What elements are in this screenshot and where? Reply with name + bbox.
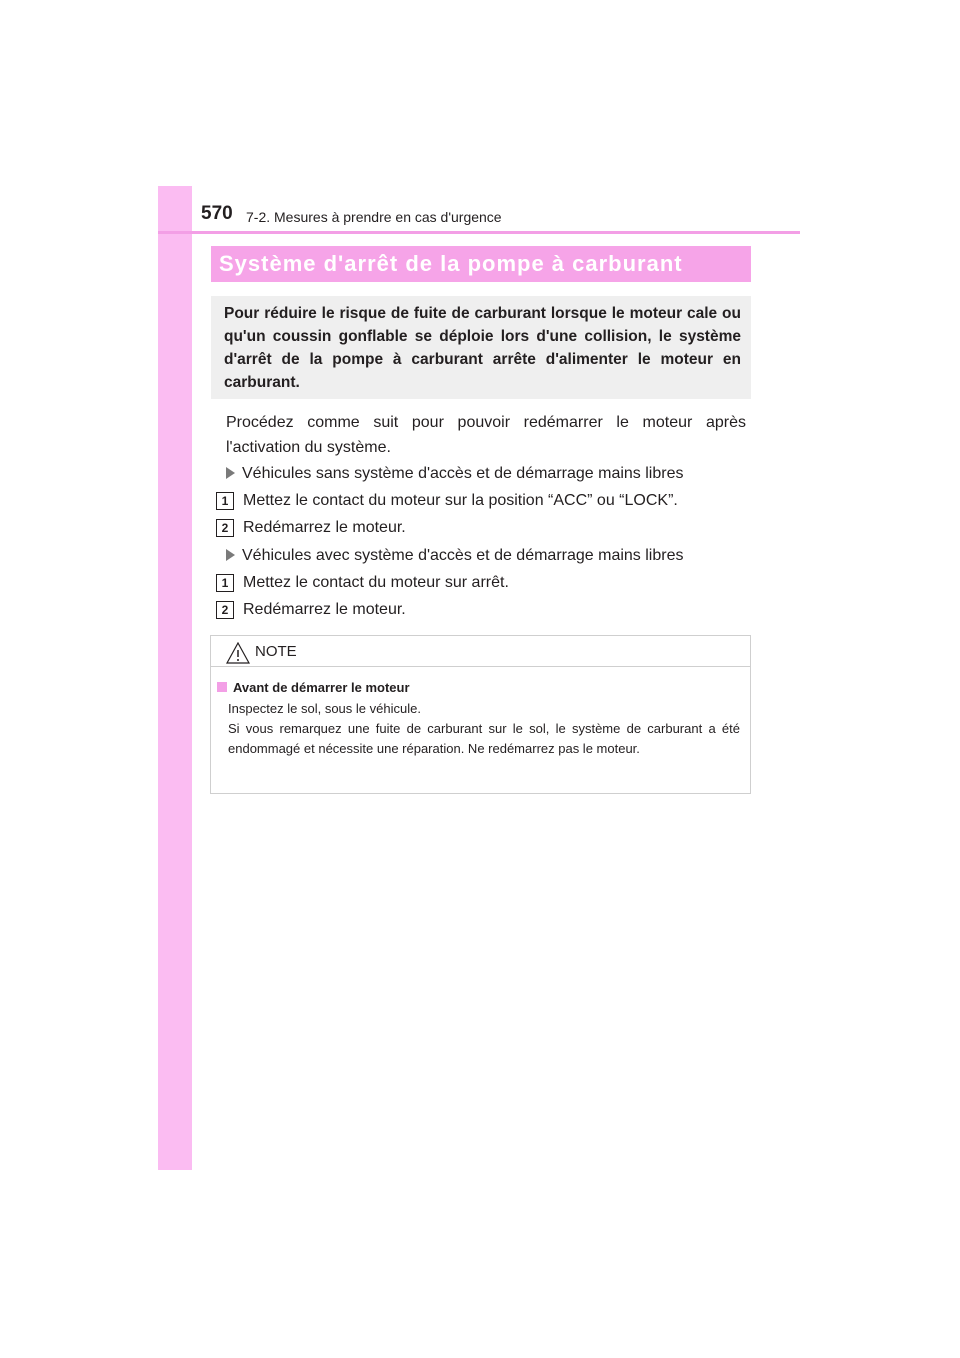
step-text: Redémarrez le moteur. [243,601,406,618]
step-text: Mettez le contact du moteur sur arrêt. [243,574,509,591]
note-label: NOTE [255,643,297,660]
square-bullet-icon [217,682,227,692]
header-divider [158,231,800,234]
condition-label: Véhicules avec système d'accès et de démarrage mains libres [242,547,684,564]
step-number-badge: 2 [216,601,234,619]
step-number-badge: 1 [216,574,234,592]
side-tab-bar [158,186,192,1170]
step-text: Redémarrez le moteur. [243,519,406,536]
note-box [210,635,751,794]
triangle-bullet-icon [226,549,235,561]
section-title: Système d'arrêt de la pompe à carburant [211,246,751,282]
intro-text: Pour réduire le risque de fuite de carburant lorsque le moteur cale ou qu'un coussin gonflable se déploie lors d'une collision, le système d'arrêt de la pompe à carburant arrête d'alimenter le moteur en carburant. [224,305,741,391]
note-subtitle: Avant de démarrer le moteur [217,680,410,695]
triangle-bullet-icon [226,467,235,479]
note-header [211,636,750,667]
condition-with-smart-key [226,546,683,566]
note-line: Inspectez le sol, sous le véhicule. [228,701,421,716]
note-body [228,699,740,759]
condition-without-smart-key [226,464,683,484]
chapter-header: 7-2. Mesures à prendre en cas d'urgence [246,209,502,225]
step-number-badge: 1 [216,492,234,510]
page-number: 570 [201,203,233,224]
instruction-paragraph: Procédez comme suit pour pouvoir redémarrer le moteur après l'activation du système. [226,414,746,456]
step-number-badge: 2 [216,519,234,537]
note-line: Si vous remarquez une fuite de carburant sur le sol, le système de carburant a été endommagé et nécessite une réparation. Ne redémarrez pas le moteur. [228,721,740,756]
step-text: Mettez le contact du moteur sur la position “ACC” ou “LOCK”. [243,492,678,509]
condition-label: Véhicules sans système d'accès et de démarrage mains libres [242,465,684,482]
warning-triangle-icon [226,642,250,664]
intro-box [211,296,751,399]
